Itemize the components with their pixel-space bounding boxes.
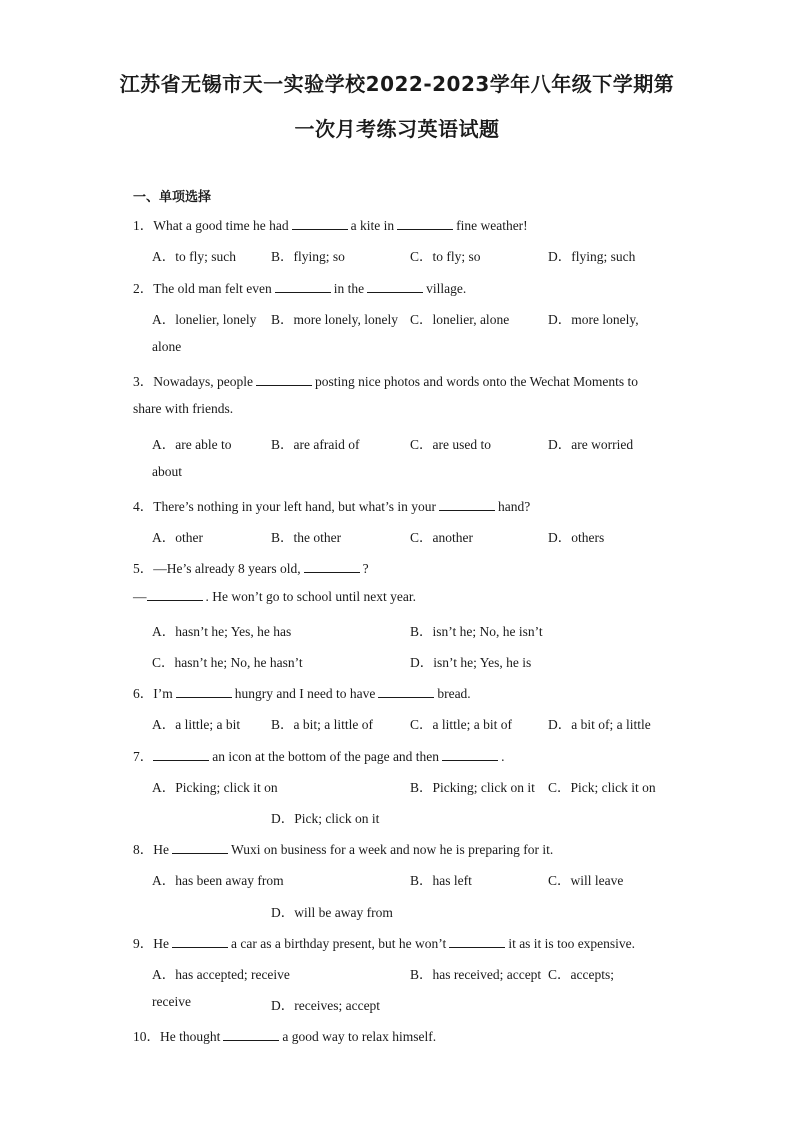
question-2 xyxy=(133,277,466,297)
option-c: C．will leave xyxy=(548,873,624,888)
answer-blank xyxy=(378,687,434,698)
option-b: B．Picking; click on it xyxy=(410,780,535,795)
answer-blank xyxy=(147,590,203,601)
option-c: C．to fly; so xyxy=(410,249,481,264)
option-d: D．isn’t he; Yes, he is xyxy=(410,655,532,670)
option-d: D．others xyxy=(548,530,605,545)
question-number: 5． xyxy=(133,561,154,576)
answer-blank xyxy=(304,562,360,573)
question-number: 9． xyxy=(133,936,154,951)
option-c: C．hasn’t he; No, he hasn’t xyxy=(152,655,303,670)
option-a: A．Picking; click it on xyxy=(152,780,278,795)
option-b: B．are afraid of xyxy=(271,437,360,452)
question-number: 7． xyxy=(133,749,154,764)
option-a: A．a little; a bit xyxy=(152,717,241,732)
question-text: Wuxi on business for a week and now he is preparing for it. xyxy=(231,842,554,857)
dash: — xyxy=(133,589,147,604)
exam-title-line-1: 江苏省无锡市天一实验学校2022-2023学年八年级下学期第 xyxy=(119,72,675,96)
option-c: C．another xyxy=(410,530,473,545)
exam-title-line-2: 一次月考练习英语试题 xyxy=(294,117,500,141)
option-d-continued: about xyxy=(152,464,182,479)
option-c-continued: receive xyxy=(152,994,191,1009)
question-10 xyxy=(133,1025,436,1045)
answer-blank xyxy=(442,750,498,761)
question-5-reply xyxy=(133,589,416,605)
option-b: B．a bit; a little of xyxy=(271,717,373,732)
question-number: 10． xyxy=(133,1029,160,1044)
question-3-continued: share with friends. xyxy=(133,401,234,416)
question-text: Nowadays, people xyxy=(153,374,253,389)
answer-blank xyxy=(367,282,423,293)
section-heading: 一、单项选择 xyxy=(133,190,212,205)
option-a: A．has been away from xyxy=(152,873,284,888)
question-text: posting nice photos and words onto the Wechat Moments to xyxy=(314,374,638,389)
question-text: He xyxy=(153,842,169,857)
question-7 xyxy=(133,745,504,765)
option-c: C．are used to xyxy=(410,437,491,452)
answer-blank xyxy=(153,750,209,761)
question-text: a car as a birthday present, but he won’t xyxy=(231,936,447,951)
question-text: He thought xyxy=(160,1029,221,1044)
option-d-continued: alone xyxy=(152,339,182,354)
question-text: There’s nothing in your left hand, but what’s in your xyxy=(153,499,436,514)
answer-blank xyxy=(172,937,228,948)
option-a: A．lonelier, lonely xyxy=(152,312,257,327)
option-a: A．other xyxy=(152,530,203,545)
question-text: in the xyxy=(333,281,365,296)
option-c: C．lonelier, alone xyxy=(410,312,510,327)
answer-blank xyxy=(292,219,348,230)
question-text: hungry and I need to have xyxy=(234,686,376,701)
question-4 xyxy=(133,495,530,515)
question-text: He xyxy=(153,936,169,951)
option-d: D．Pick; click on it xyxy=(271,811,380,826)
answer-blank xyxy=(256,375,312,386)
option-d: D．are worried xyxy=(548,437,634,452)
option-d: D．more lonely, xyxy=(548,312,639,327)
option-b: B．isn’t he; No, he isn’t xyxy=(410,624,543,639)
option-d: D．a bit of; a little xyxy=(548,717,651,732)
option-c: C．Pick; click it on xyxy=(548,780,656,795)
answer-blank xyxy=(223,1030,279,1041)
option-d: D．will be away from xyxy=(271,905,393,920)
question-text: fine weather! xyxy=(456,218,528,233)
option-b: B．has left xyxy=(410,873,472,888)
question-text: a good way to relax himself. xyxy=(282,1029,437,1044)
option-a: A．are able to xyxy=(152,437,232,452)
question-number: 3． xyxy=(133,374,154,389)
question-text: hand? xyxy=(497,499,531,514)
question-5 xyxy=(133,557,369,577)
question-text: village. xyxy=(426,281,467,296)
option-c: C．accepts; xyxy=(548,967,614,982)
question-text: . He won’t go to school until next year. xyxy=(205,589,416,604)
question-text: ? xyxy=(362,561,369,576)
question-text: a kite in xyxy=(350,218,395,233)
option-b: B．has received; accept xyxy=(410,967,542,982)
option-b: B．the other xyxy=(271,530,342,545)
option-d: D．flying; such xyxy=(548,249,636,264)
question-number: 2． xyxy=(133,281,154,296)
answer-blank xyxy=(176,687,232,698)
question-6 xyxy=(133,682,471,702)
option-a: A．hasn’t he; Yes, he has xyxy=(152,624,292,639)
answer-blank xyxy=(275,282,331,293)
question-text: bread. xyxy=(437,686,471,701)
question-1 xyxy=(133,214,528,234)
option-a: A．has accepted; receive xyxy=(152,967,290,982)
question-8 xyxy=(133,838,553,858)
answer-blank xyxy=(449,937,505,948)
question-number: 4． xyxy=(133,499,154,514)
question-3 xyxy=(133,370,638,390)
question-text: I’m xyxy=(153,686,173,701)
answer-blank xyxy=(439,500,495,511)
question-text: The old man felt even xyxy=(153,281,272,296)
question-text: —He’s already 8 years old, xyxy=(153,561,301,576)
question-text: . xyxy=(501,749,505,764)
option-c: C．a little; a bit of xyxy=(410,717,512,732)
question-text: What a good time he had xyxy=(153,218,289,233)
question-text: an icon at the bottom of the page and then xyxy=(212,749,440,764)
option-a: A．to fly; such xyxy=(152,249,236,264)
option-b: B．flying; so xyxy=(271,249,345,264)
option-d: D．receives; accept xyxy=(271,998,381,1013)
question-number: 1． xyxy=(133,218,154,233)
question-number: 6． xyxy=(133,686,154,701)
answer-blank xyxy=(397,219,453,230)
question-text: it as it is too expensive. xyxy=(508,936,636,951)
option-b: B．more lonely, lonely xyxy=(271,312,398,327)
question-number: 8． xyxy=(133,842,154,857)
question-9 xyxy=(133,932,635,952)
answer-blank xyxy=(172,843,228,854)
